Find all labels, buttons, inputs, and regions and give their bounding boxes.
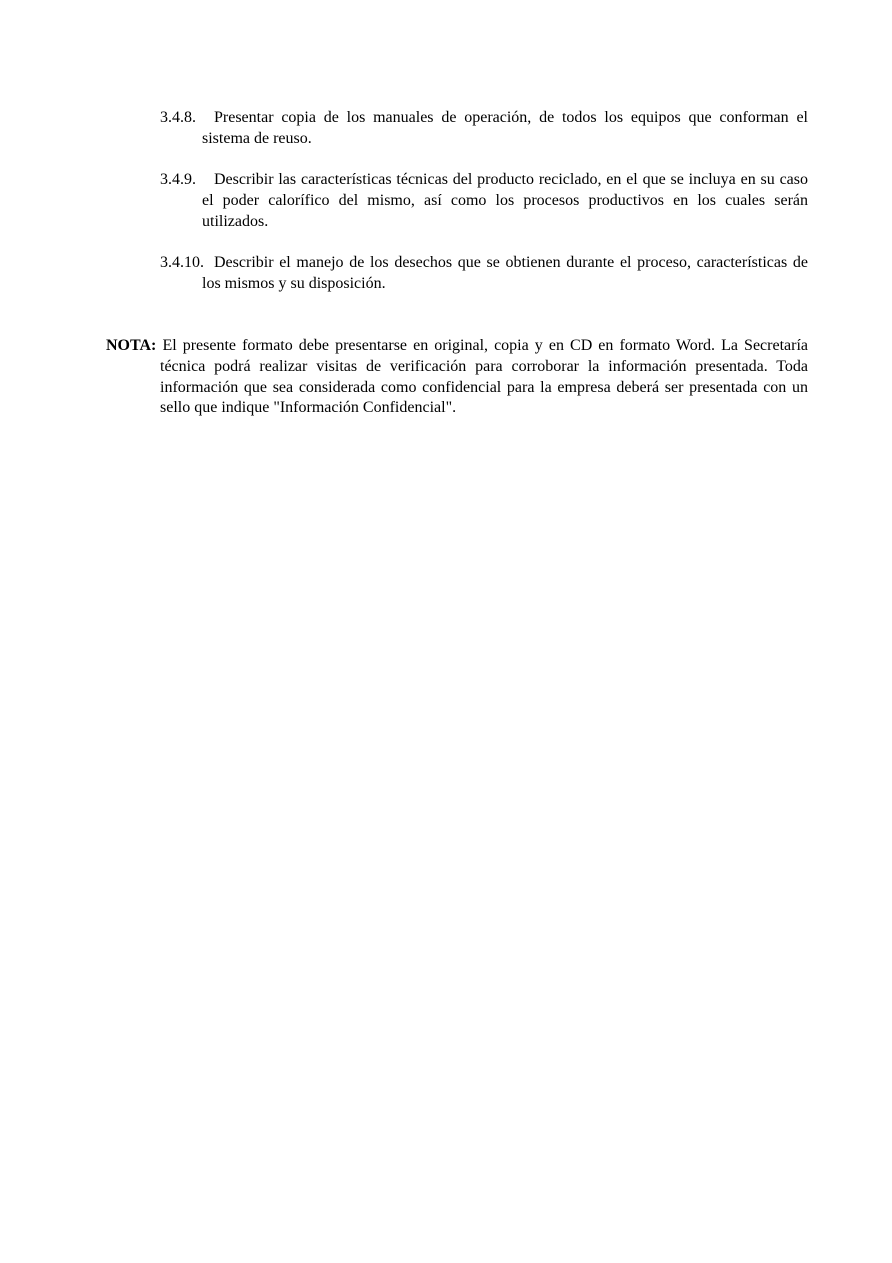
item-text: Describir el manejo de los desechos que se obtienen durante el proceso, características de los mismos y su disposición. [202, 254, 808, 292]
item-number: 3.4.9. [160, 171, 196, 188]
list-item-3-4-10 [160, 253, 808, 295]
item-text: Presentar copia de los manuales de operación, de todos los equipos que conforman el sistema de reuso. [202, 109, 808, 147]
item-number: 3.4.10. [160, 254, 204, 271]
note-text: El presente formato debe presentarse en original, copia y en CD en formato Word. La Secretaría técnica podrá realizar visitas de verificación para corroborar la información presentada. Toda información que sea considerada como confidencial para la empresa deberá ser presentada con un sello que indique "Información Confidencial". [160, 337, 808, 417]
item-text: Describir las características técnicas del producto reciclado, en el que se incluya en su caso el poder calorífico del mismo, así como los procesos productivos en los cuales serán utilizados. [202, 171, 808, 230]
item-number: 3.4.8. [160, 109, 196, 126]
list-item-3-4-8 [160, 108, 808, 150]
note-paragraph [106, 336, 808, 419]
note-label: NOTA: [106, 337, 157, 354]
list-item-3-4-9 [160, 170, 808, 232]
